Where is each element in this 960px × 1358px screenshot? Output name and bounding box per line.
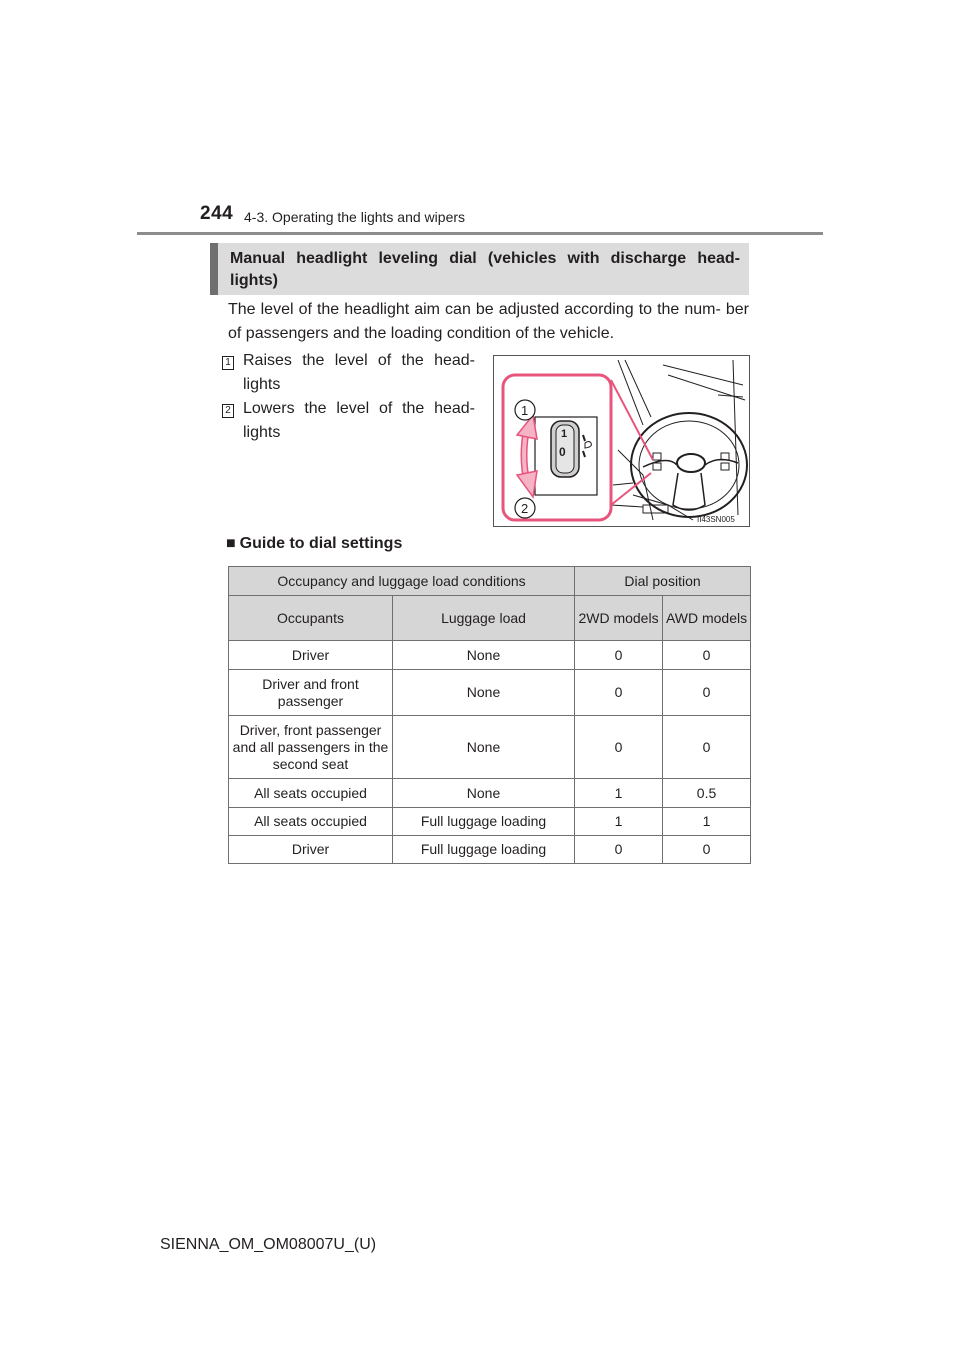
2wd-cell: 0	[575, 716, 663, 779]
dial-settings-table	[228, 566, 751, 864]
awd-cell: 0.5	[663, 779, 751, 808]
occupants-cell: Driver	[229, 641, 393, 670]
awd-cell: 0	[663, 670, 751, 716]
2wd-cell: 0	[575, 836, 663, 864]
awd-cell: 0	[663, 641, 751, 670]
luggage-cell: None	[393, 670, 575, 716]
intro-paragraph: The level of the headlight aim can be adjusted according to the num- ber of passengers and the loading condition of the vehicle.	[228, 301, 749, 342]
table-row	[229, 716, 751, 779]
2wd-cell: 1	[575, 808, 663, 836]
table-row	[229, 670, 751, 716]
table-row	[229, 836, 751, 864]
awd-cell: 1	[663, 808, 751, 836]
footer-document-code: SIENNA_OM_OM08007U_(U)	[160, 1236, 377, 1253]
heading-text: Manual headlight leveling dial (vehicles with discharge head- lights)	[230, 250, 740, 289]
occupants-cell: Driver and front passenger	[229, 670, 393, 716]
leveling-dial-illustration	[493, 355, 750, 527]
luggage-column-header: Luggage load	[393, 596, 575, 641]
luggage-cell: Full luggage loading	[393, 808, 575, 836]
item-badge-1: 1	[222, 356, 234, 370]
svg-text:1: 1	[561, 428, 568, 440]
conditions-group-header: Occupancy and luggage load conditions	[229, 567, 575, 596]
table-row	[229, 641, 751, 670]
section-title: 4-3. Operating the lights and wipers	[244, 209, 466, 225]
page-number: 244	[200, 203, 234, 224]
awd-cell: 0	[663, 716, 751, 779]
item-text-2: Lowers the level of the head- lights	[243, 400, 475, 441]
dial-group-header: Dial position	[575, 567, 751, 596]
callout-1-label: 1	[521, 403, 529, 418]
item-badge-2: 2	[222, 404, 234, 418]
2wd-column-header: 2WD models	[575, 596, 663, 641]
occupants-cell: All seats occupied	[229, 779, 393, 808]
awd-column-header: AWD models	[663, 596, 751, 641]
subheading-text: Guide to dial settings	[239, 535, 403, 552]
luggage-cell: None	[393, 779, 575, 808]
subheading	[226, 535, 402, 553]
square-bullet-icon: ■	[226, 535, 236, 552]
svg-text:0: 0	[559, 445, 566, 459]
occupants-cell: Driver, front passenger and all passengers in the second seat	[229, 716, 393, 779]
occupants-column-header: Occupants	[229, 596, 393, 641]
table-row	[229, 779, 751, 808]
2wd-cell: 1	[575, 779, 663, 808]
item-text-1: Raises the level of the head- lights	[243, 352, 475, 393]
heading-box	[210, 243, 749, 295]
luggage-cell: None	[393, 716, 575, 779]
awd-cell: 0	[663, 836, 751, 864]
2wd-cell: 0	[575, 670, 663, 716]
luggage-cell: None	[393, 641, 575, 670]
occupants-cell: Driver	[229, 836, 393, 864]
header-rule	[137, 232, 823, 235]
table-row	[229, 808, 751, 836]
occupants-cell: All seats occupied	[229, 808, 393, 836]
dashboard-drawing	[493, 355, 750, 527]
luggage-cell: Full luggage loading	[393, 836, 575, 864]
figure-code: II43SN005	[697, 515, 735, 524]
2wd-cell: 0	[575, 641, 663, 670]
callout-2-label: 2	[521, 501, 529, 516]
